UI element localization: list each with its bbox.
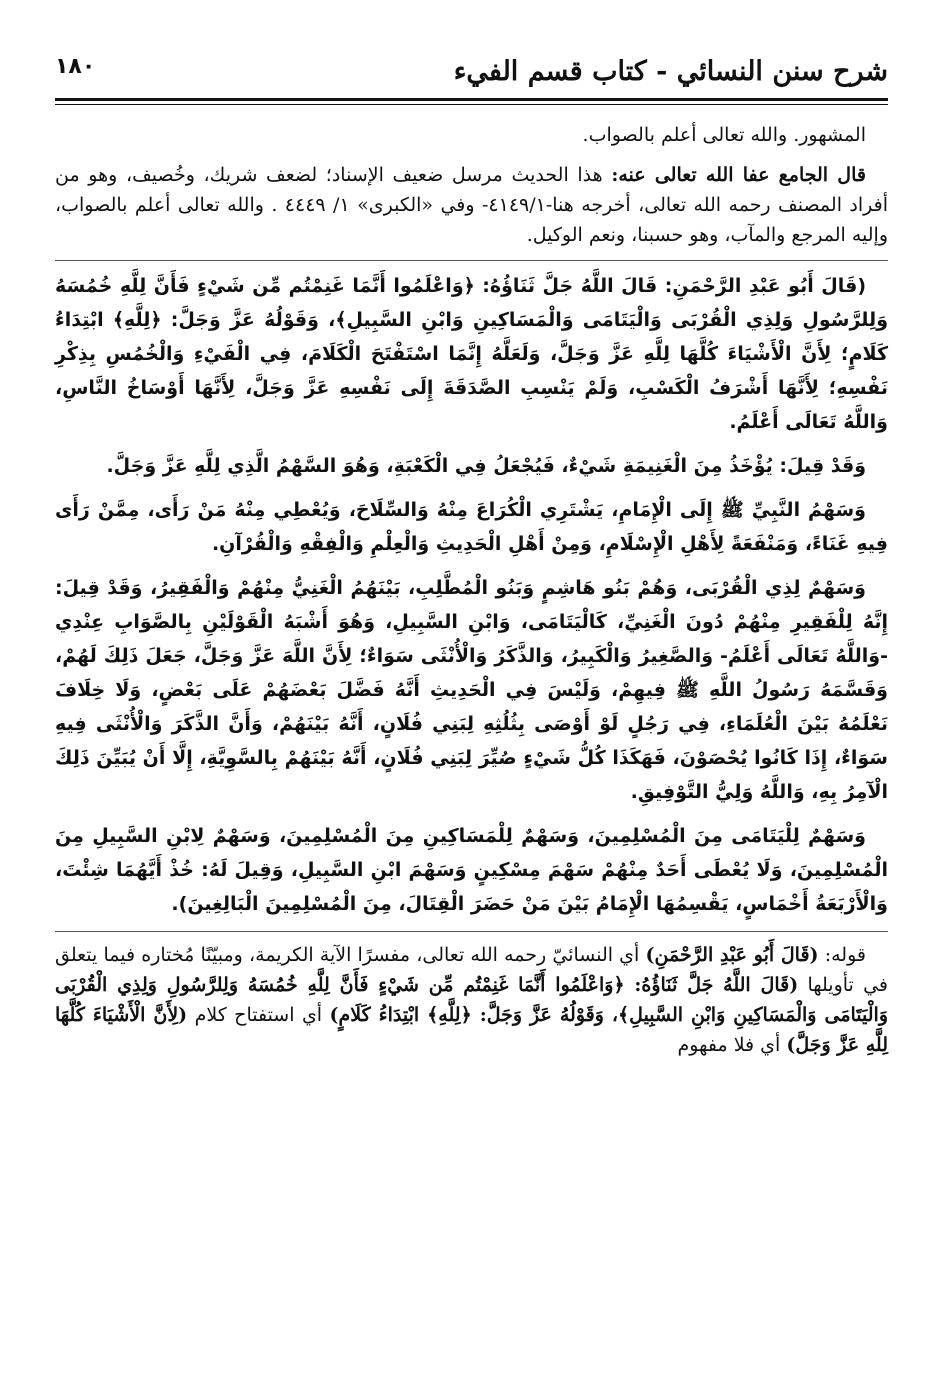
commentary-text: هذا الحديث مرسل ضعيف الإسناد؛ لضعف شريك، وخُصيف، وهو من أفراد المصنف رحمه الله تعالى، أخرجه هنا-٤١٤٩/١- وفي «الكبرى» ١/ ٤٤٤٩ . والله تعالى أعلم بالصواب، وإليه المرجع والمآب، وهو حسبنا، ونعم الوكيل. bbox=[55, 164, 888, 246]
hadith-text-paragraph bbox=[55, 269, 888, 439]
hadith-text-paragraph bbox=[55, 819, 888, 921]
author-remark-lead: قال الجامع عفا الله تعالى عنه: bbox=[611, 164, 866, 186]
commentary-text: أي استفتاح كلام bbox=[187, 1004, 330, 1026]
page-body bbox=[55, 120, 888, 1070]
commentary-paragraph bbox=[55, 160, 888, 250]
hadith-text-paragraph bbox=[55, 449, 888, 483]
commentary-text: أي النسائيّ رحمه الله تعالى، مفسرًا الآية الكريمة، ومبيّنًا مُختاره فيما يتعلق في تأويلها bbox=[55, 944, 888, 996]
commentary-paragraph bbox=[55, 940, 888, 1060]
page-header bbox=[55, 52, 888, 107]
quoted-text: (لِأَنَّ الْأَشْيَاءَ كُلَّهَا لِلَّهِ عَزَّ وَجَلَّ) bbox=[55, 1004, 888, 1056]
hadith-text: وَقَدْ قِيلَ: يُؤْخَذُ مِنَ الْغَنِيمَةِ شَيْءٌ، فَيُجْعَلُ فِي الْكَعْبَةِ، وَهُوَ السَّهْمُ الَّذِي لِلَّهِ عَزَّ وَجَلَّ. bbox=[106, 455, 866, 477]
commentary-text: أي فلا مفهوم bbox=[677, 1034, 787, 1056]
hadith-text-paragraph bbox=[55, 493, 888, 561]
commentary-paragraph bbox=[55, 120, 888, 150]
hadith-text: وَسَهْمٌ لِذِي الْقُرْبَى، وَهُمْ بَنُو هَاشِمٍ وَبَنُو الْمُطَّلِبِ، بَيْنَهُمُ الْغَنِيُّ مِنْهُمْ وَالْفَقِيرُ، وَقَدْ قِيلَ: إِنَّهُ لِلْفَقِيرِ مِنْهُمْ دُونَ الْغَنِيِّ، كَالْيَتَامَى، وَابْنِ السَّبِيلِ، وَهُوَ أَشْبَهُ الْقَوْلَيْنِ بِالصَّوَابِ عِنْدِي -وَاللَّهُ تَعَالَى أَعْلَمُ- وَالصَّغِيرُ وَالْكَبِيرُ، وَالذَّكَرُ وَالْأُنْثَى سَوَاءٌ؛ لِأَنَّ اللَّهَ عَزَّ وَجَلَّ، جَعَلَ ذَلِكَ لَهُمْ، وَقَسَّمَهُ رَسُولُ اللَّهِ ﷺ فِيهِمْ، وَلَيْسَ فِي الْحَدِيثِ أَنَّهُ فَضَّلَ بَعْضَهُمْ عَلَى بَعْضٍ، وَلَا خِلَافَ نَعْلَمُهُ بَيْنَ الْعُلَمَاءِ، فِي رَجُلٍ لَوْ أَوْصَى بِثُلُثِهِ لِبَنِي فُلَانٍ، أَنَّهُ بَيْنَهُمْ، وَأَنَّ الذَّكَرَ وَالْأُنْثَى فِيهِ سَوَاءٌ، إِذَا كَانُوا يُحْصَوْنَ، فَهَكَذَا كُلُّ شَيْءٍ صُيِّرَ لِبَنِي فُلَانٍ، أَنَّهُ بَيْنَهُمْ بِالسَّوِيَّةِ، إِلَّا أَنْ يُبَيِّنَ ذَلِكَ الْآمِرُ بِهِ، وَاللَّهُ وَلِيُّ التَّوْفِيقِ. bbox=[55, 577, 888, 803]
hadith-text-paragraph bbox=[55, 571, 888, 809]
quoted-text: (قَالَ اللَّهُ جَلَّ ثَنَاؤُهُ: ﴿وَاعْلَمُوا أَنَّمَا غَنِمْتُم مِّن شَيْءٍ فَأَنَّ لِلَّهِ خُمُسَهُ وَلِلرَّسُولِ وَلِذِي الْقُرْبَى وَالْيَتَامَى وَالْمَسَاكِينِ وَابْنِ السَّبِيلِ﴾، وَقَوْلُهُ عَزَّ وَجَلَّ: ﴿لِلَّهِ﴾ ابْتِدَاءُ كَلَامٍ) bbox=[55, 974, 888, 1026]
commentary-text: المشهور. والله تعالى أعلم بالصواب. bbox=[582, 124, 866, 146]
hadith-text: (قَالَ أَبُو عَبْدِ الرَّحْمَنِ: قَالَ اللَّهُ جَلَّ ثَنَاؤُهُ: ﴿وَاعْلَمُوا أَنَّمَا غَنِمْتُم مِّن شَيْءٍ فَأَنَّ لِلَّهِ خُمُسَهُ وَلِلرَّسُولِ وَلِذِي الْقُرْبَى وَالْيَتَامَى وَالْمَسَاكِينِ وَابْنِ السَّبِيلِ﴾، وَقَوْلُهُ عَزَّ وَجَلَّ: ﴿لِلَّهِ﴾ ابْتِدَاءُ كَلَامٍ؛ لِأَنَّ الْأَشْيَاءَ كُلَّهَا لِلَّهِ عَزَّ وَجَلَّ، وَلَعَلَّهُ إِنَّمَا اسْتَفْتَحَ الْكَلَامَ، فِي الْفَيْءِ وَالْخُمُسِ بِذِكْرِ نَفْسِهِ؛ لِأَنَّهَا أَشْرَفُ الْكَسْبِ، وَلَمْ يَنْسِبِ الصَّدَقَةَ إِلَى نَفْسِهِ عَزَّ وَجَلَّ، لِأَنَّهَا أَوْسَاخُ النَّاسِ، وَاللَّهُ تَعَالَى أَعْلَمُ. bbox=[55, 275, 888, 433]
hadith-text: وَسَهْمُ النَّبِيِّ ﷺ إِلَى الْإِمَامِ، يَشْتَرِي الْكُرَاعَ مِنْهُ وَالسِّلَاحَ، وَيُعْطِي مِنْهُ مَنْ رَأَى، مِمَّنْ رَأَى فِيهِ غَنَاءً، وَمَنْفَعَةً لِأَهْلِ الْإِسْلَامِ، وَمِنْ أَهْلِ الْحَدِيثِ وَالْعِلْمِ وَالْفِقْهِ وَالْقُرْآنِ. bbox=[55, 499, 888, 555]
section-divider bbox=[55, 260, 888, 261]
header-rule-thick bbox=[55, 98, 888, 101]
page-number: ١٨٠ bbox=[55, 54, 96, 79]
commentary-text: قوله: bbox=[818, 944, 866, 966]
running-title: شرح سنن النسائي - كتاب قسم الفيء bbox=[453, 56, 888, 87]
header-rule-thin bbox=[55, 104, 888, 105]
quoted-text: (قَالَ أَبُو عَبْدِ الرَّحْمَنِ) bbox=[645, 944, 819, 966]
section-divider bbox=[55, 931, 888, 932]
hadith-text: وَسَهْمٌ لِلْيَتَامَى مِنَ الْمُسْلِمِينَ، وَسَهْمٌ لِلْمَسَاكِينِ مِنَ الْمُسْلِمِينَ، وَسَهْمٌ لِابْنِ السَّبِيلِ مِنَ الْمُسْلِمِينَ، وَلَا يُعْطَى أَحَدٌ مِنْهُمْ سَهْمَ مِسْكِينٍ وَسَهْمَ ابْنِ السَّبِيلِ، وَقِيلَ لَهُ: خُذْ أَيَّهُمَا شِئْتَ، وَالْأَرْبَعَةُ أَخْمَاسٍ، يَقْسِمُهَا الْإِمَامُ بَيْنَ مَنْ حَضَرَ الْقِتَالَ، مِنَ الْمُسْلِمِينَ الْبَالِغِينَ). bbox=[55, 825, 888, 915]
